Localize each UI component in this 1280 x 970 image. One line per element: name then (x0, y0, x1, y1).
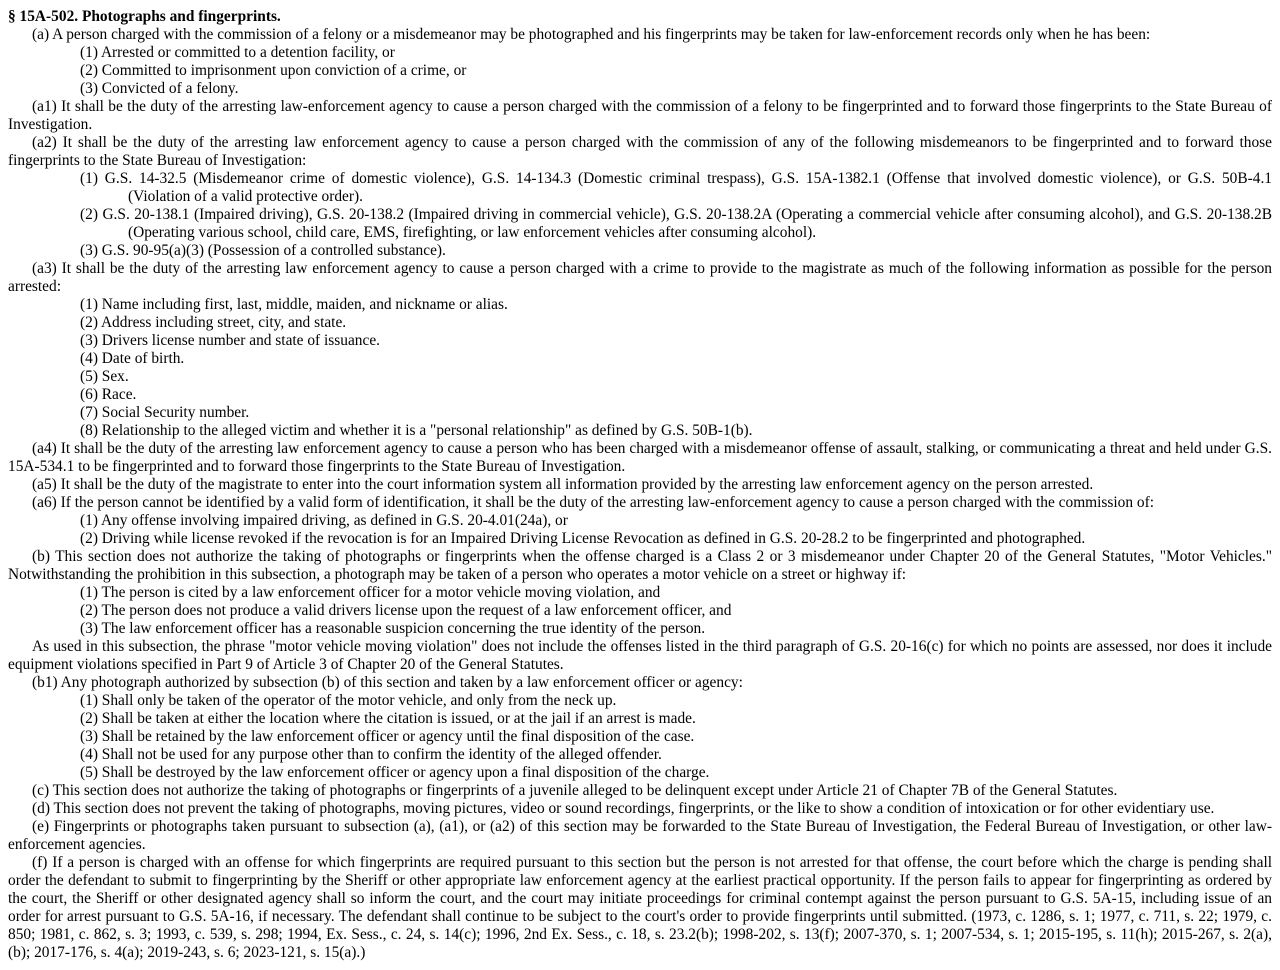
section-title: § 15A-502. Photographs and fingerprints. (8, 8, 281, 25)
statute-body (8, 26, 1272, 962)
list-item: (3) Shall be retained by the law enforcement officer or agency until the final disposition of the case. (80, 728, 695, 745)
paragraph: As used in this subsection, the phrase "motor vehicle moving violation" does not include the offenses listed in the third paragraph of G.S. 20-16(c) for which no points are assessed, nor does it include equipment violations specified in Part 9 of Article 3 of Chapter 20 of the General Statutes. (8, 638, 1272, 673)
list-item: (3) The law enforcement officer has a reasonable suspicion concerning the true identity of the person. (80, 620, 706, 637)
paragraph: (a1) It shall be the duty of the arresting law-enforcement agency to cause a person charged with the commission of a felony to be fingerprinted and to forward those fingerprints to the State Bureau of Investigation. (8, 98, 1272, 133)
list-item: (7) Social Security number. (80, 404, 250, 421)
list-item: (2) Address including street, city, and state. (80, 314, 347, 331)
list-item: (3) Drivers license number and state of issuance. (80, 332, 381, 349)
paragraph: (a2) It shall be the duty of the arresting law enforcement agency to cause a person charged with the commission of any of the following misdemeanors to be fingerprinted and to forward those fingerprints to the State Bureau of Investigation: (8, 134, 1272, 169)
list-item: (1) Any offense involving impaired driving, as defined in G.S. 20-4.01(24a), or (80, 512, 568, 529)
list-item: (4) Shall not be used for any purpose other than to confirm the identity of the alleged offender. (80, 746, 662, 763)
paragraph: (c) This section does not authorize the taking of photographs or fingerprints of a juvenile alleged to be delinquent except under Article 21 of Chapter 7B of the General Statutes. (32, 782, 1118, 799)
list-item: (2) Driving while license revoked if the revocation is for an Impaired Driving License Revocation as defined in G.S. 20-28.2 to be fingerprinted and photographed. (80, 530, 1086, 547)
list-item: (3) G.S. 90-95(a)(3) (Possession of a controlled substance). (80, 242, 446, 259)
list-item: (6) Race. (80, 386, 137, 403)
paragraph: (b1) Any photograph authorized by subsection (b) of this section and taken by a law enforcement officer or agency: (32, 674, 743, 691)
list-item: (5) Sex. (80, 368, 129, 385)
paragraph: (d) This section does not prevent the taking of photographs, moving pictures, video or sound recordings, fingerprints, or the like to show a condition of intoxication or for other evidentiary use. (32, 800, 1215, 817)
list-item: (1) Arrested or committed to a detention facility, or (80, 44, 395, 61)
paragraph: (a3) It shall be the duty of the arresting law enforcement agency to cause a person charged with a crime to provide to the magistrate as much of the following information as possible for the person arrested: (8, 260, 1272, 295)
paragraph: (a) A person charged with the commission of a felony or a misdemeanor may be photographed and his fingerprints may be taken for law-enforcement records only when he has been: (32, 26, 1151, 43)
paragraph: (a4) It shall be the duty of the arresting law enforcement agency to cause a person who has been charged with a misdemeanor offense of assault, stalking, or communicating a threat and held under G.S. 15A-534.1 to be fingerprinted and to forward those fingerprints to the State Bureau of Investigation. (8, 440, 1272, 475)
list-item: (1) The person is cited by a law enforcement officer for a motor vehicle moving violation, and (80, 584, 661, 601)
list-item: (2) G.S. 20-138.1 (Impaired driving), G.S. 20-138.2 (Impaired driving in commercial vehicle), G.S. 20-138.2A (Operating a commercial vehicle after consuming alcohol), and G.S. 20-138.2B (Operating various school, child care, EMS, firefighting, or law enforcement vehicles after consuming alcohol). (80, 206, 1272, 241)
paragraph: (a6) If the person cannot be identified by a valid form of identification, it shall be the duty of the arresting law-enforcement agency to cause a person charged with the commission of: (32, 494, 1155, 511)
list-item: (1) G.S. 14-32.5 (Misdemeanor crime of domestic violence), G.S. 14-134.3 (Domestic criminal trespass), G.S. 15A-1382.1 (Offense that involved domestic violence), or G.S. 50B-4.1 (Violation of a valid protective order). (80, 170, 1272, 205)
list-item: (8) Relationship to the alleged victim and whether it is a "personal relationship" as defined by G.S. 50B-1(b). (80, 422, 753, 439)
list-item: (1) Shall only be taken of the operator of the motor vehicle, and only from the neck up. (80, 692, 617, 709)
list-item: (2) Committed to imprisonment upon conviction of a crime, or (80, 62, 467, 79)
list-item: (3) Convicted of a felony. (80, 80, 239, 97)
list-item: (2) The person does not produce a valid drivers license upon the request of a law enforcement officer, and (80, 602, 732, 619)
list-item: (1) Name including first, last, middle, maiden, and nickname or alias. (80, 296, 508, 313)
paragraph: (b) This section does not authorize the taking of photographs or fingerprints when the offense charged is a Class 2 or 3 misdemeanor under Chapter 20 of the General Statutes, "Motor Vehicles." Notwithstanding the prohibition in this subsection, a photograph may be taken of a person who operates a motor vehicle on a street or highway if: (8, 548, 1272, 583)
list-item: (5) Shall be destroyed by the law enforcement officer or agency upon a final disposition of the charge. (80, 764, 710, 781)
list-item: (2) Shall be taken at either the location where the citation is issued, or at the jail if an arrest is made. (80, 710, 696, 727)
paragraph: (a5) It shall be the duty of the magistrate to enter into the court information system all information provided by the arresting law enforcement agency on the person arrested. (32, 476, 1094, 493)
list-item: (4) Date of birth. (80, 350, 185, 367)
paragraph: (f) If a person is charged with an offense for which fingerprints are required pursuant to this section but the person is not arrested for that offense, the court before which the charge is pending shall order the defendant to submit to fingerprinting by the Sheriff or other appropriate law enforcement agency at the earliest practical opportunity. If the person fails to appear for fingerprinting as ordered by the court, the Sheriff or other designated agency shall so inform the court, and the court may initiate proceedings for criminal contempt against the person pursuant to G.S. 5A-15, including issue of an order for arrest pursuant to G.S. 5A-16, if necessary. The defendant shall continue to be subject to the court's order to provide fingerprints until submitted. (1973, c. 1286, s. 1; 1977, c. 711, s. 22; 1979, c. 850; 1981, c. 862, s. 3; 1993, c. 539, s. 298; 1994, Ex. Sess., c. 24, s. 14(c); 1996, 2nd Ex. Sess., c. 18, s. 23.2(b); 1998-202, s. 13(f); 2007-370, s. 1; 2007-534, s. 1; 2015-195, s. 11(h); 2015-267, s. 2(a), (b); 2017-176, s. 4(a); 2019-243, s. 6; 2023-121, s. 15(a).) (8, 854, 1272, 961)
paragraph: (e) Fingerprints or photographs taken pursuant to subsection (a), (a1), or (a2) of this section may be forwarded to the State Bureau of Investigation, the Federal Bureau of Investigation, or other law-enforcement agencies. (8, 818, 1272, 853)
